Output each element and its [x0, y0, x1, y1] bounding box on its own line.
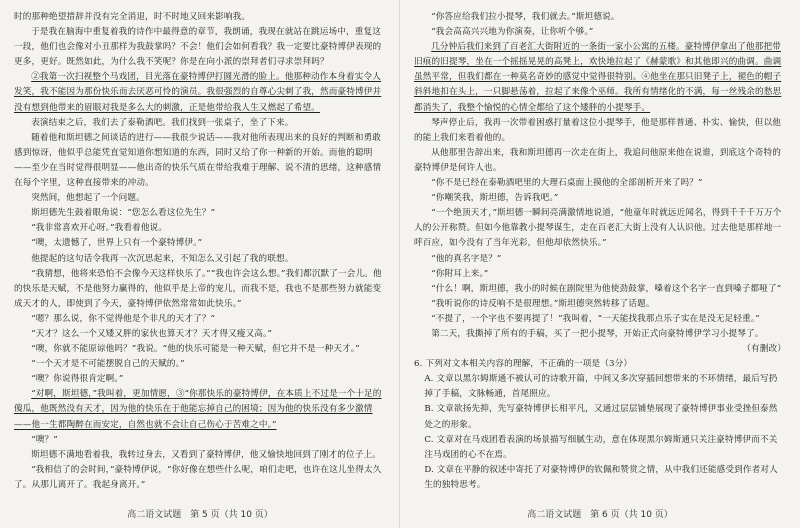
- text-paragraph: “我猜想，他将来恐怕不会像今天这样快乐了。”“我也许会这么想。”我们都沉默了一会儿。他的快乐是天赋，不是他努力赢得的，他似乎是上帝的宠儿，而我不是，我也不是那些努力就能变成天才的人，即使到了今天，豪特博伊依然常常如此快乐。”: [14, 268, 382, 309]
- text-paragraph: 突然间，他想起了一个问题。: [31, 193, 145, 204]
- text-paragraph: “一个绝顶天才，”斯坦德一瞬间亮满激情地说道，“他童年时就远近闻名，得到千千千万万个人的公开称赞。但如今他靠教小提琴谋生，走在百老汇大街上没有人认识他。过去他是那样地一呼百应，如今没有了当年光彩，但他却依然快乐。”: [414, 208, 782, 249]
- text-paragraph: 随着他和斯坦德之间谈话的进行——我很少说话——我对他所表现出来的良好的判断和勇敢感到惊讶，他似乎总能凭直觉知道你想知道的东西，同时又给了你一种新的开始。而他的聪明——至少在当时觉得很明显——他出奇的快乐气质在带给我难于理解、说不清的思绪，这种感情在每个字里，这种直接带来的冲动。: [14, 132, 382, 189]
- text-paragraph: 第二天，我撕掉了所有的手稿，买了一把小提琴，开始正式向豪特博伊学习小提琴了。: [431, 328, 764, 339]
- text-paragraph: “对啊，斯坦德，”我叫着，更加情愿，③“你那快乐的豪特博伊，在本质上不过是一个十足的傻瓜，他既然没有天才，因为他的快乐在于他能忘掉自己的困境；因为他的快乐没有多少激情——他一生都陶醉在而安定，自然也就不会让自己伤心于苦难之中。”: [14, 389, 382, 430]
- exam-page-6: [400, 0, 800, 528]
- text-paragraph: 他提起的这句话令我再一次沉思起来，不知怎么又引起了我的联想。: [31, 253, 294, 264]
- text-paragraph: “一个天才是不可能摆脱自己的天赋的。”: [31, 359, 185, 370]
- text-paragraph: 从他那里告辞出来，我和斯坦德再一次走在街上，我追问他原来他在说谁，到底这个奇特的豪特博伊是何许人也。: [414, 147, 781, 173]
- text-paragraph: 斯坦德不满地看着我，我转过身去，又看到了豪特博伊，他又愉快地回到了刚才的位子上。: [31, 449, 381, 460]
- text-paragraph: “嗯？那么说，你不觉得他是个非凡的天才了？”: [31, 313, 216, 324]
- text-paragraph: “我听说你的诗反响不是很理想。”斯坦德突然转移了话题。: [431, 298, 655, 309]
- text-paragraph: 斯坦德先生鼓着眼角说：“您怎么看这位先生？”: [31, 208, 216, 219]
- text-paragraph: “天才？这么一个又矮又胖的家伙也算天才？天才得又瘦又高。”: [31, 328, 273, 339]
- answer-option: A. 文章以黑尔姆斯通不被认可的诗歌开篇，中间又多次穿插回想带来的不环情绪，最后写扔掉了手稿，文脉畅通，首尾照应。: [424, 374, 778, 400]
- text-paragraph: “噢？你说得很肯定啊。”: [31, 374, 124, 385]
- text-paragraph: （有删改）: [742, 344, 786, 355]
- page-footer-6: 高二语文试题 第 6 页（共 10 页）: [527, 510, 673, 520]
- text-paragraph: 几分钟后我们来到了百老汇大街附近的一条街一家小公寓的五楼。豪特博伊拿出了他那把带旧痕的旧提琴，坐在一个摇摇晃晃的高凳上，欢快地拉起了《赫蒙歌》和其他即兴的曲调。曲调虽然平常，但我们都在一种莫名奇妙的感觉中觉得很特别。④他坐在那只旧凳子上，褪色的帽子斜斜地扣在头上，一只脚悬荡着，拉起了来像个巫师。我所有情绪化的不满，每一丝残余的愁思都消失了，我整个愉悦的心情全都给了这个矮胖的小提琴手。: [414, 42, 782, 113]
- page-5-text: [14, 10, 386, 493]
- text-paragraph: “噢？”: [31, 434, 58, 445]
- text-paragraph: “噢，太遗憾了，世界上只有一个豪特博伊。”: [31, 238, 203, 249]
- text-paragraph: “我非常喜欢开心呀。”我看着他说。: [31, 223, 168, 234]
- text-paragraph: “他的真名字是？”: [431, 253, 502, 264]
- text-paragraph: 表演结束之后，我们去了泰勒酒吧。我们找到一张桌子，坐了下来。: [31, 117, 294, 128]
- question-stem: 6. 下列对文本相关内容的理解，不正确的一项是（3分）: [414, 359, 633, 370]
- text-paragraph: “你答应给我们拉小提琴，我们就去。”斯坦德说。: [431, 12, 620, 22]
- answer-option: C. 文章对在马戏团看表演的场景描写细腻生动，意在体现黑尔姆斯通只关注豪特博伊而不关注马戏团的心不在焉。: [424, 434, 778, 460]
- text-paragraph: “我相信了的会时间，”豪特博伊说，“你好像在想些什么呢，咱们走吧，也许在这儿坐得太久了。从那儿离开了。我起身离开。”: [14, 464, 382, 490]
- text-paragraph: 于是我在脑海中重复着我的诗作中最得意的章节，我朗诵，我现在就站在跳运场中，重复这一段，他们也会像对小丑那样为我鼓掌吗？不会！他们会如何看我？我一定要比豪特博伊表现的更多，更好。既然如此，为什么我不笑呢？你是在向小派的崇拜者们寻求崇拜吗？: [14, 27, 382, 68]
- text-paragraph: “你附耳上来。”: [431, 268, 489, 279]
- text-paragraph: ②我第一次扫视整个马戏团，目光落在豪特博伊打圆光滑的脸上。他那种动作本身着实令人发笑，我不能因为那份快乐而去厌恶可怜的演员。我很强烈的自尊心尖刺了我，然而豪特博伊并没有想到他带来的眉眼对我是多么大的刺激，正是他带给我人生又燃起了希望。: [14, 72, 382, 113]
- page-6-text: [414, 10, 786, 493]
- text-paragraph: “噢，你就不能原谅他吗？”我说。“他的快乐可能是一种天赋，但它并不是一种天才。”: [31, 344, 360, 355]
- text-paragraph: “不提了，一个字也不要再提了！”我叫着，“一天能找我那点乐子实在是没无足轻重。”: [431, 313, 760, 324]
- text-paragraph: 琴声停止后，我再一次带着困惑打量着这位小提琴手，他是那样普通、朴实、愉快，但以他的能上我们来看着他的。: [414, 117, 781, 143]
- text-paragraph: “你不是已经在泰勒酒吧里的大理石桌面上摸他的全部剖析开来了吗？”: [431, 178, 703, 189]
- page-footer-5: 高二语文试题 第 5 页（共 10 页）: [127, 510, 273, 520]
- answer-option: D. 文章在平静的叙述中寄托了对豪特博伊的钦佩和赞赏之情，从中我们还能感受到作者对人生的独特思考。: [424, 464, 778, 490]
- text-paragraph: 时的那种绝望措辞并没有完全消退，时不时地又回来影响我。: [14, 12, 251, 22]
- text-paragraph: “我会高高兴兴地为你演奏，让你听个够。”: [431, 27, 594, 38]
- text-paragraph: “你嘲笑我，斯坦德，告诉我吧。”: [431, 193, 559, 204]
- text-paragraph: “什么！啊，斯坦德，我小的时候在剧院里为他使劲鼓掌，嗓着这个名字一直到嗓子都哑了”: [431, 283, 782, 294]
- answer-option: B. 文章欲扬先抑，先写豪特博伊长相平凡，又通过层层铺垫展现了豪特博伊事业受挫但泰然处之的形象。: [424, 404, 778, 430]
